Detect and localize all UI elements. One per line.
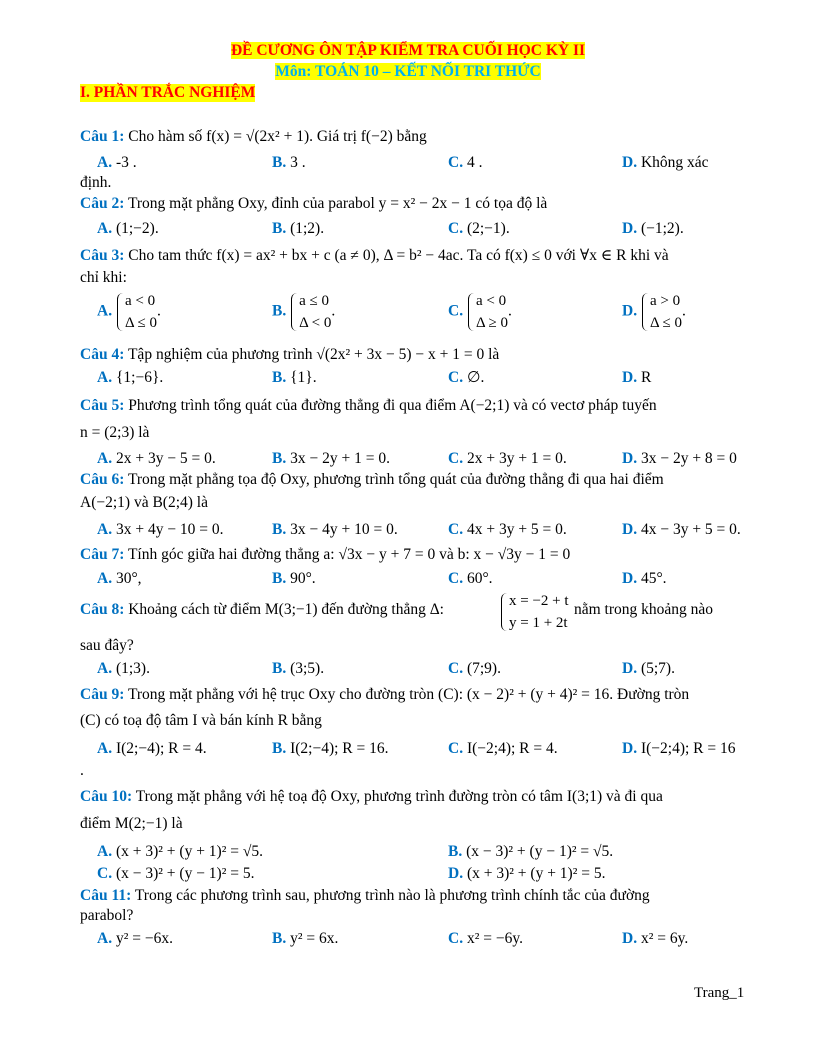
q6-option-c: C. 4x + 3y + 5 = 0. bbox=[448, 521, 567, 538]
q2-option-b: B. (1;2). bbox=[272, 220, 325, 237]
q9-option-d: D. I(−2;4); R = 16 bbox=[622, 740, 736, 757]
question-2: Câu 2: Trong mặt phẳng Oxy, đỉnh của parabol y = x² − 2x − 1 có tọa độ là bbox=[80, 195, 548, 212]
q3-continuation: chỉ khi: bbox=[80, 269, 127, 286]
q8-continuation: sau đây? bbox=[80, 637, 134, 654]
q5-continuation: n = (2;3) là bbox=[80, 424, 150, 441]
page-footer: Trang_1 bbox=[694, 985, 745, 1001]
q11-option-a: A. y² = −6x. bbox=[97, 930, 173, 947]
q9-continuation: (C) có toạ độ tâm I và bán kính R bằng bbox=[80, 712, 322, 729]
q10-option-b: B. (x − 3)² + (y − 1)² = √5. bbox=[448, 843, 614, 860]
document-subtitle: Môn: TOÁN 10 – KẾT NỐI TRI THỨC bbox=[275, 63, 541, 80]
q7-option-b: B. 90°. bbox=[272, 570, 316, 587]
q10-continuation: điểm M(2;−1) là bbox=[80, 815, 183, 832]
q10-option-c: C. (x − 3)² + (y − 1)² = 5. bbox=[97, 865, 255, 882]
question-4: Câu 4: Tập nghiệm của phương trình √(2x² + 3x − 5) − x + 1 = 0 là bbox=[80, 346, 500, 363]
q8-text-after: nằm trong khoảng nào bbox=[574, 601, 714, 618]
q10-option-d: D. (x + 3)² + (y + 1)² = 5. bbox=[448, 865, 606, 882]
question-8: Câu 8: Khoảng cách từ điểm M(3;−1) đến đường thẳng Δ: bbox=[80, 601, 444, 618]
q7-option-d: D. 45°. bbox=[622, 570, 667, 587]
q3-option-a: A. a < 0 Δ ≤ 0 . bbox=[97, 290, 161, 334]
q11-option-c: C. x² = −6y. bbox=[448, 930, 523, 947]
question-3: Câu 3: Cho tam thức f(x) = ax² + bx + c (a ≠ 0), Δ = b² − 4ac. Ta có f(x) ≤ 0 với ∀x ∈ R khi và bbox=[80, 247, 669, 264]
q5-option-c: C. 2x + 3y + 1 = 0. bbox=[448, 450, 567, 467]
q2-option-d: D. (−1;2). bbox=[622, 220, 684, 237]
question-6: Câu 6: Trong mặt phẳng tọa độ Oxy, phương trình tổng quát của đường thẳng đi qua hai điểm bbox=[80, 471, 664, 488]
q4-option-a: A. {1;−6}. bbox=[97, 369, 164, 386]
question-9: Câu 9: Trong mặt phẳng với hệ trục Oxy cho đường tròn (C): (x − 2)² + (y + 4)² = 16. Đường tròn bbox=[80, 686, 690, 703]
q7-option-c: C. 60°. bbox=[448, 570, 493, 587]
q3-option-c: C. a < 0 Δ ≥ 0 . bbox=[448, 290, 512, 334]
q1-option-b: B. 3 . bbox=[272, 154, 306, 171]
question-7: Câu 7: Tính góc giữa hai đường thẳng a: √3x − y + 7 = 0 và b: x − √3y − 1 = 0 bbox=[80, 546, 571, 563]
q4-option-b: B. {1}. bbox=[272, 369, 317, 386]
question-10: Câu 10: Trong mặt phẳng với hệ toạ độ Oxy, phương trình đường tròn có tâm I(3;1) và đi qua bbox=[80, 788, 663, 805]
q8-option-a: A. (1;3). bbox=[97, 660, 150, 677]
q5-option-b: B. 3x − 2y + 1 = 0. bbox=[272, 450, 390, 467]
question-5: Câu 5: Phương trình tổng quát của đường thẳng đi qua điểm A(−2;1) và có vectơ pháp tuyến bbox=[80, 397, 657, 414]
q6-option-d: D. 4x − 3y + 5 = 0. bbox=[622, 521, 741, 538]
q1-continuation: định. bbox=[80, 174, 112, 191]
question-11: Câu 11: Trong các phương trình sau, phương trình nào là phương trình chính tắc của đường bbox=[80, 887, 650, 904]
q9-option-a: A. I(2;−4); R = 4. bbox=[97, 740, 207, 757]
q2-option-a: A. (1;−2). bbox=[97, 220, 159, 237]
q3-option-b: B. a ≤ 0 Δ < 0 . bbox=[272, 290, 335, 334]
q4-option-d: D. R bbox=[622, 369, 652, 386]
q1-option-c: C. 4 . bbox=[448, 154, 483, 171]
q9-tail: . bbox=[80, 762, 84, 779]
q8-line-system: x = −2 + t y = 1 + 2t bbox=[500, 590, 569, 634]
q7-option-a: A. 30°, bbox=[97, 570, 142, 587]
q9-option-c: C. I(−2;4); R = 4. bbox=[448, 740, 558, 757]
q6-option-b: B. 3x − 4y + 10 = 0. bbox=[272, 521, 398, 538]
q11-option-d: D. x² = 6y. bbox=[622, 930, 689, 947]
q1-option-d: D. Không xác bbox=[622, 154, 709, 171]
q10-option-a: A. (x + 3)² + (y + 1)² = √5. bbox=[97, 843, 263, 860]
q9-option-b: B. I(2;−4); R = 16. bbox=[272, 740, 389, 757]
q4-option-c: C. ∅. bbox=[448, 369, 485, 386]
q1-option-a: A. -3 . bbox=[97, 154, 137, 171]
q8-option-c: C. (7;9). bbox=[448, 660, 501, 677]
q3-option-d: D. a > 0 Δ ≤ 0 . bbox=[622, 290, 686, 334]
q6-continuation: A(−2;1) và B(2;4) là bbox=[80, 494, 208, 511]
document-title: ĐỀ CƯƠNG ÔN TẬP KIỂM TRA CUỐI HỌC KỲ II bbox=[230, 42, 586, 59]
q5-option-a: A. 2x + 3y − 5 = 0. bbox=[97, 450, 216, 467]
q11-option-b: B. y² = 6x. bbox=[272, 930, 339, 947]
q5-option-d: D. 3x − 2y + 8 = 0 bbox=[622, 450, 737, 467]
q8-option-b: B. (3;5). bbox=[272, 660, 325, 677]
section-heading: I. PHẦN TRẮC NGHIỆM bbox=[80, 84, 256, 101]
question-1: Câu 1: Cho hàm số f(x) = √(2x² + 1). Giá trị f(−2) bằng bbox=[80, 128, 427, 145]
q11-continuation: parabol? bbox=[80, 907, 134, 924]
question-1-text: Cho hàm số f(x) = √(2x² + 1). Giá trị f(−2) bằng bbox=[128, 128, 427, 145]
q2-option-c: C. (2;−1). bbox=[448, 220, 510, 237]
q8-option-d: D. (5;7). bbox=[622, 660, 675, 677]
q6-option-a: A. 3x + 4y − 10 = 0. bbox=[97, 521, 224, 538]
